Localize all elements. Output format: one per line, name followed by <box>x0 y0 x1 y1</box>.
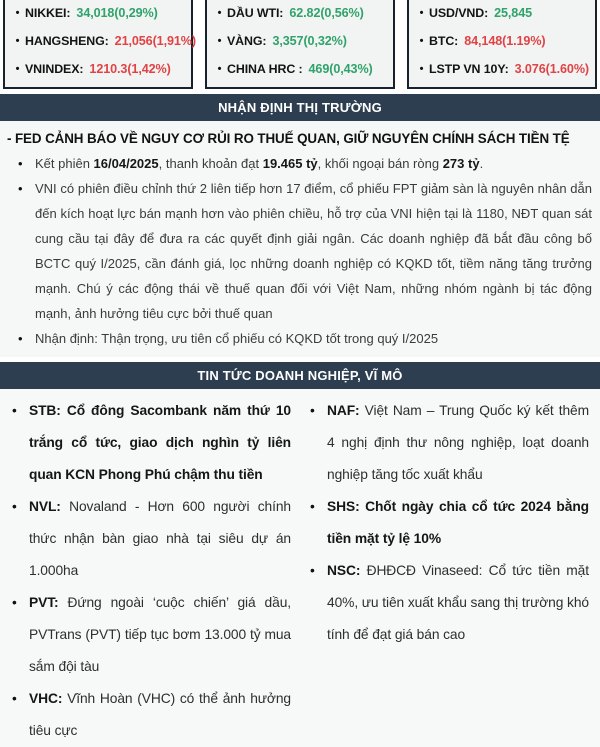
ticker-label: HANGSHENG: <box>25 34 109 48</box>
assessment-bullet: • Nhận định: Thận trọng, ưu tiên cổ phiếu có KQKD tốt trong quý I/2025 <box>16 326 592 351</box>
ticker-value: 469(0,43%) <box>308 62 373 76</box>
ticker-value: 84,148(1.19%) <box>464 34 546 48</box>
ticker-row <box>10 0 188 27</box>
ticker-label: LSTP VN 10Y: <box>429 62 509 76</box>
assessment-bullet: • VNI có phiên điều chỉnh thứ 2 liên tiếp hơn 17 điểm, cổ phiếu FPT giảm sàn là nguyên nhân dẫn đến kích hoạt lực bán mạnh hơn vào phiên chiều, hỗ trợ của VNI hiện tại là 1180, NĐT quan sát cung cầu tại đây để đưa ra các quyết định giải ngân. Các doanh nghiệp đã bắt đầu công bố BCTC quý I/2025, cần đánh giá, lọc những doanh nghiệp có KQKD tốt, tiềm năng tăng trưởng mạnh. Chú ý các động thái về thuế quan đối với Việt Nam, những nhóm ngành bị tác động mạnh, ảnh hưởng tiêu cực bởi thuế quan <box>16 176 592 326</box>
section-header-news: TIN TỨC DOANH NGHIỆP, VĨ MÔ <box>0 362 600 389</box>
news-item: • NAF: Việt Nam – Trung Quốc ký kết thêm 4 nghị định thư nông nghiệp, loạt doanh nghiệp tăng tốc xuất khẩu <box>309 395 589 491</box>
assessment-list <box>6 151 594 351</box>
news-item: • VHC: Vĩnh Hoàn (VHC) có thể ảnh hưởng tiêu cực <box>11 683 291 747</box>
ticker-label: VÀNG: <box>227 34 267 48</box>
ticker-label: VNINDEX: <box>25 62 84 76</box>
ticker-value: 3,357(0,32%) <box>272 34 347 48</box>
assessment-bullet: • Kết phiên 16/04/2025, thanh khoản đạt 19.465 tỷ, khối ngoại bán ròng 273 tỷ. <box>16 151 592 176</box>
bullet-icon: • <box>15 7 20 19</box>
ticker-row <box>10 27 196 55</box>
ticker-value: 21,056(1,91%) <box>114 34 196 48</box>
bullet-icon: • <box>419 63 424 75</box>
news-column-left <box>2 395 300 747</box>
news-item: • STB: Cổ đông Sacombank năm thứ 10 trắng cổ tức, giao dịch nghìn tỷ liên quan KCN Phong Phú chậm thu tiền <box>11 395 291 491</box>
bullet-icon: • <box>217 7 222 19</box>
ticker-row <box>414 55 592 83</box>
ticker-label: USD/VND: <box>429 6 489 20</box>
section-header-market: NHẬN ĐỊNH THỊ TRƯỜNG <box>0 94 600 121</box>
bullet-icon: • <box>419 7 424 19</box>
ticker-value: 1210.3(1,42%) <box>89 62 171 76</box>
ticker-label: NIKKEI: <box>25 6 71 20</box>
ticker-box-currency <box>407 0 597 89</box>
market-assessment-section <box>0 121 600 357</box>
ticker-row <box>414 27 592 55</box>
news-column-right <box>300 395 598 747</box>
ticker-row <box>212 55 390 83</box>
news-section <box>0 389 600 747</box>
ticker-row <box>212 27 390 55</box>
ticker-value: 3.076(1.60%) <box>514 62 590 76</box>
ticker-row <box>212 0 390 27</box>
ticker-label: BTC: <box>429 34 459 48</box>
bullet-icon: • <box>217 63 222 75</box>
ticker-value: 34,018(0,29%) <box>76 6 158 20</box>
news-item: • PVT: Đứng ngoài ‘cuộc chiến’ giá dầu, PVTrans (PVT) tiếp tục bơm 13.000 tỷ mua sắm đội tàu <box>11 587 291 683</box>
bullet-icon: • <box>217 35 222 47</box>
ticker-value: 25,845 <box>494 6 533 20</box>
ticker-box-commodities <box>205 0 395 89</box>
bullet-icon: • <box>419 35 424 47</box>
ticker-value: 62.82(0,56%) <box>289 6 364 20</box>
ticker-box-indices <box>3 0 196 89</box>
ticker-label: CHINA HRC : <box>227 62 303 76</box>
ticker-row <box>10 55 188 83</box>
bullet-icon: • <box>15 63 20 75</box>
ticker-label: DẦU WTI: <box>227 6 284 20</box>
news-item: • NVL: Novaland - Hơn 600 người chính thức nhận bàn giao nhà tại siêu dự án 1.000ha <box>11 491 291 587</box>
bullet-icon: • <box>15 35 20 47</box>
market-ticker-strip <box>3 0 597 89</box>
ticker-row <box>414 0 592 27</box>
news-item: • SHS: Chốt ngày chia cổ tức 2024 bằng tiền mặt tỷ lệ 10% <box>309 491 589 555</box>
news-item: • NSC: ĐHĐCĐ Vinaseed: Cổ tức tiền mặt 40%, ưu tiên xuất khẩu sang thị trường khó tính để đạt giá bán cao <box>309 555 589 651</box>
market-headline: - FED CẢNH BÁO VỀ NGUY CƠ RỦI RO THUẾ QUAN, GIỮ NGUYÊN CHÍNH SÁCH TIỀN TỆ <box>7 131 570 146</box>
